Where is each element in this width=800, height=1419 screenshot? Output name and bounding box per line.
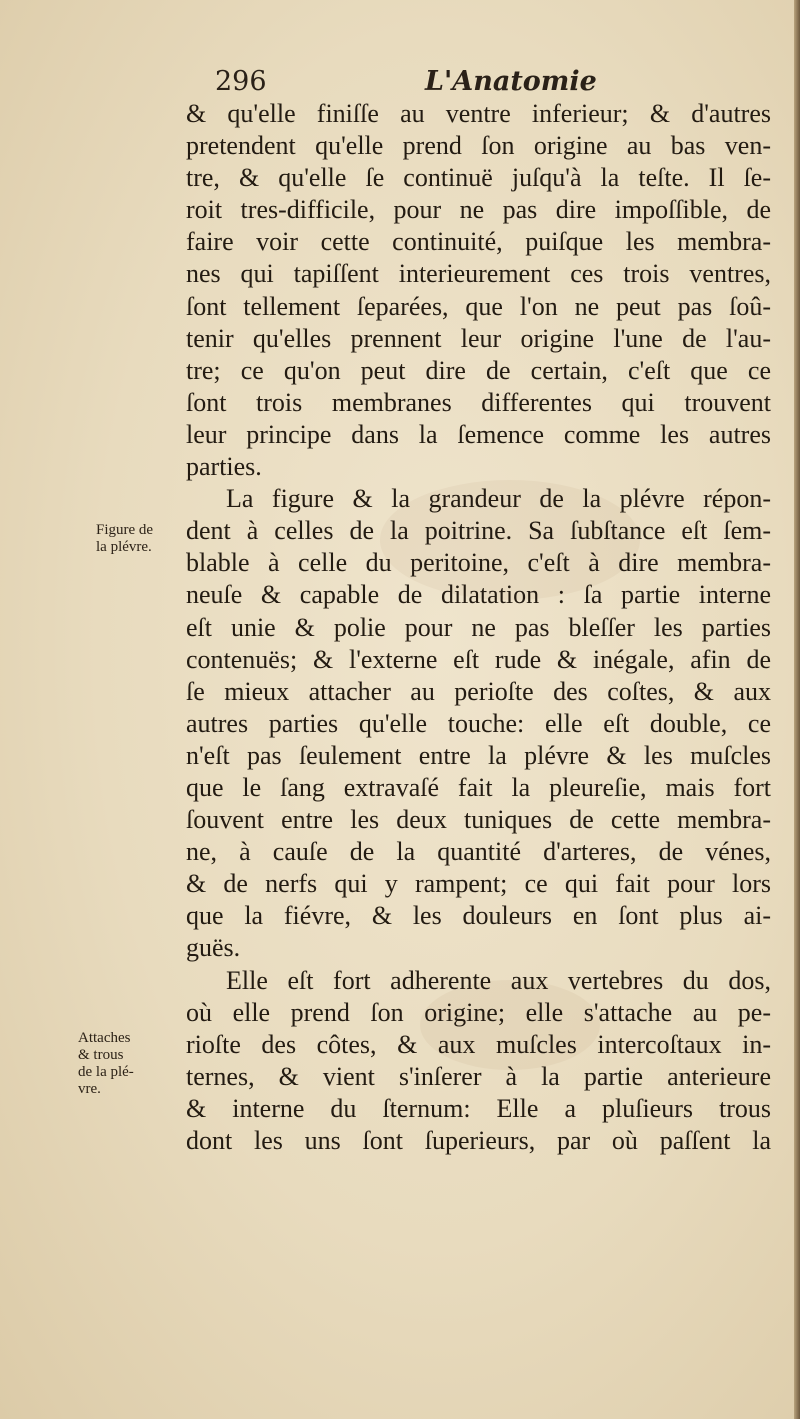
margin-note-line: de la plé- bbox=[78, 1064, 134, 1080]
text-line: ſont trois membranes differentes qui trouvent bbox=[186, 387, 771, 417]
text-line: ne, à cauſe de la quantité d'arteres, de vénes, bbox=[186, 837, 771, 867]
body-text bbox=[186, 98, 771, 1157]
text-line: ſe mieux attacher au perioſte des coſtes, & aux bbox=[186, 676, 771, 706]
text-line: neuſe & capable de dilatation : ſa partie interne bbox=[186, 580, 771, 610]
text-line: tenir qu'elles prennent leur origine l'une de l'au- bbox=[186, 323, 771, 353]
text-line: tre; ce qu'on peut dire de certain, c'eſt que ce bbox=[186, 355, 771, 385]
book-spine-edge bbox=[794, 0, 800, 1419]
text-line: que le ſang extravaſé fait la pleureſie, mais fort bbox=[186, 772, 771, 802]
text-line: rioſte des côtes, & aux muſcles intercoſtaux in- bbox=[186, 1029, 771, 1059]
text-line: que la fiévre, & les douleurs en ſont plus ai- bbox=[186, 901, 771, 931]
text-line: où elle prend ſon origine; elle s'attache au pe- bbox=[186, 997, 771, 1027]
page-number: 296 bbox=[215, 66, 267, 97]
margin-note-attaches bbox=[78, 1030, 178, 1098]
text-line: dent à celles de la poitrine. Sa ſubſtance eſt ſem- bbox=[186, 516, 771, 546]
text-line: ſont tellement ſeparées, que l'on ne peut pas ſoû- bbox=[186, 291, 771, 321]
text-line: parties. bbox=[186, 452, 262, 482]
margin-note-line: & trous bbox=[78, 1047, 124, 1063]
margin-note-line: Attaches bbox=[78, 1030, 131, 1046]
text-line: & interne du ſternum: Elle a pluſieurs trous bbox=[186, 1093, 771, 1123]
paragraph-start-line: Elle eſt fort adherente aux vertebres du dos, bbox=[226, 965, 771, 995]
margin-note-line: la plévre. bbox=[96, 539, 152, 555]
text-line: dont les uns ſont ſuperieurs, par où paſſent la bbox=[186, 1126, 771, 1155]
margin-note-line: vre. bbox=[78, 1081, 101, 1097]
text-line: blable à celle du peritoine, c'eſt à dire membra- bbox=[186, 548, 771, 578]
running-title: L'Anatomie bbox=[425, 66, 597, 97]
text-line: contenuës; & l'externe eſt rude & inégale, afin de bbox=[186, 644, 771, 674]
text-line: n'eſt pas ſeulement entre la plévre & les muſcles bbox=[186, 740, 771, 770]
text-line: ſouvent entre les deux tuniques de cette membra- bbox=[186, 805, 771, 835]
text-line: & qu'elle finiſſe au ventre inferieur; & d'autres bbox=[186, 99, 771, 128]
text-line: faire voir cette continuité, puiſque les membra- bbox=[186, 227, 771, 257]
text-line: roit tres-difficile, pour ne pas dire impoſſible, de bbox=[186, 195, 771, 225]
text-line: eſt unie & polie pour ne pas bleſſer les parties bbox=[186, 612, 771, 642]
margin-note-line: Figure de bbox=[96, 522, 154, 538]
paragraph-start-line: La figure & la grandeur de la plévre répon- bbox=[226, 484, 771, 514]
text-line: leur principe dans la ſemence comme les autres bbox=[186, 419, 771, 449]
text-line: guës. bbox=[186, 933, 241, 963]
text-line: pretendent qu'elle prend ſon origine au bas ven- bbox=[186, 131, 771, 161]
margin-note-figure bbox=[96, 522, 191, 556]
text-line: ternes, & vient s'inſerer à la partie anterieure bbox=[186, 1061, 771, 1091]
text-line: autres parties qu'elle touche: elle eſt double, ce bbox=[186, 708, 771, 738]
text-line: tre, & qu'elle ſe continuë juſqu'à la teſte. Il ſe- bbox=[186, 163, 771, 193]
text-line: & de nerfs qui y rampent; ce qui fait pour lors bbox=[186, 869, 771, 899]
text-line: nes qui tapiſſent interieurement ces trois ventres, bbox=[186, 259, 771, 289]
